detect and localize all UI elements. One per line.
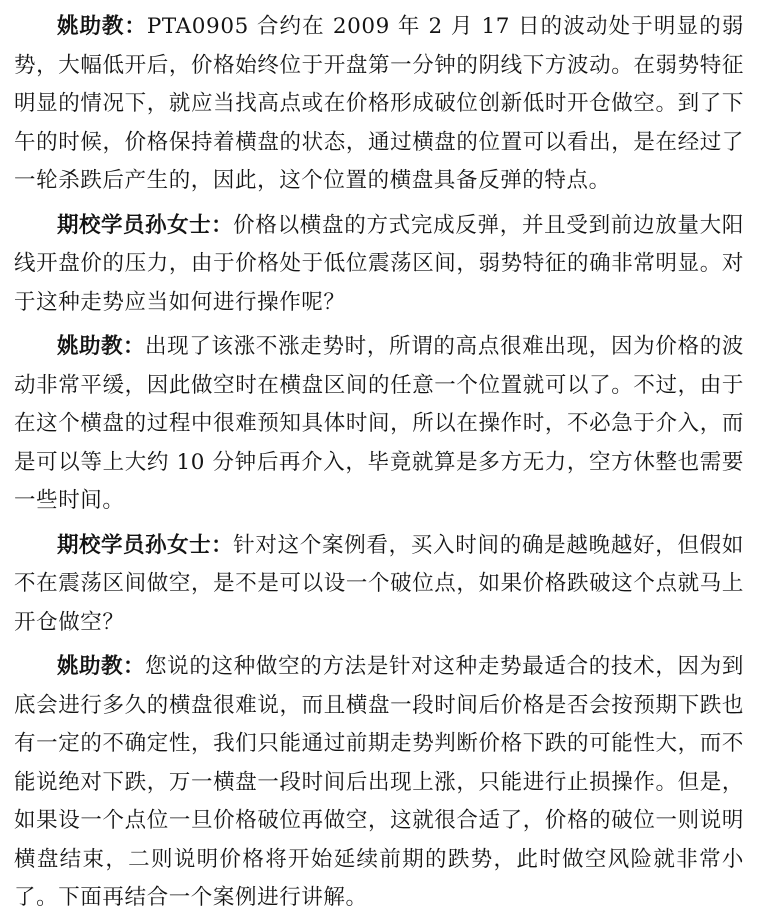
dialogue-paragraph-5 (14, 648, 744, 918)
speaker-label: 姚助教： (57, 654, 145, 679)
paragraph-text: 您说的这种做空的方法是针对这种走势最适合的技术，因为到底会进行多久的横盘很难说，而且横盘一段时间后价格是否会按预期下跌也有一定的不确定性，我们只能通过前期走势判断价格下跌的可能性大，而不能说绝对下跌，万一横盘一段时间后出现上涨，只能进行止损操作。但是，如果设一个点位一旦价格破位再做空，这就很合适了，价格的破位一则说明横盘结束，二则说明价格将开始延续前期的跌势，此时做空风险就非常小了。下面再结合一个案例进行讲解。 (14, 654, 745, 910)
paragraph-text: PTA0905 合约在 2009 年 2 月 17 日的波动处于明显的弱势，大幅低开后，价格始终位于开盘第一分钟的阴线下方波动。在弱势特征明显的情况下，就应当找高点或在价格形成破位创新低时开仓做空。到了下午的时候，价格保持着横盘的状态，通过横盘的位置可以看出，是在经过了一轮杀跌后产生的，因此，这个位置的横盘具备反弹的特点。 (14, 14, 744, 193)
speaker-label: 期校学员孙女士： (57, 532, 234, 558)
paragraph-text: 出现了该涨不涨走势时，所谓的高点很难出现，因为价格的波动非常平缓，因此做空时在横盘区间的任意一个位置就可以了。不过，由于在这个横盘的过程中很难预知具体时间，所以在操作时，不必急于介入，而是可以等上大约 10 分钟后再介入，毕竟就算是多方无力，空方休整也需要一些时间。 (14, 334, 745, 513)
paragraph-text: 价格以横盘的方式完成反弹，并且受到前边放量大阳线开盘价的压力，由于价格处于低位震荡区间，弱势特征的确非常明显。对于这种走势应当如何进行操作呢？ (14, 212, 744, 315)
dialogue-paragraph-4 (14, 527, 744, 643)
speaker-label: 姚助教： (57, 334, 145, 359)
speaker-label: 期校学员孙女士： (57, 212, 234, 238)
dialogue-paragraph-3 (14, 328, 744, 521)
dialogue-paragraph-1 (14, 8, 744, 201)
paragraph-text: 针对这个案例看，买入时间的确是越晚越好，但假如不在震荡区间做空，是不是可以设一个破位点，如果价格跌破这个点就马上开仓做空？ (14, 532, 744, 635)
speaker-label: 姚助教： (57, 14, 147, 39)
dialogue-paragraph-2 (14, 207, 744, 323)
